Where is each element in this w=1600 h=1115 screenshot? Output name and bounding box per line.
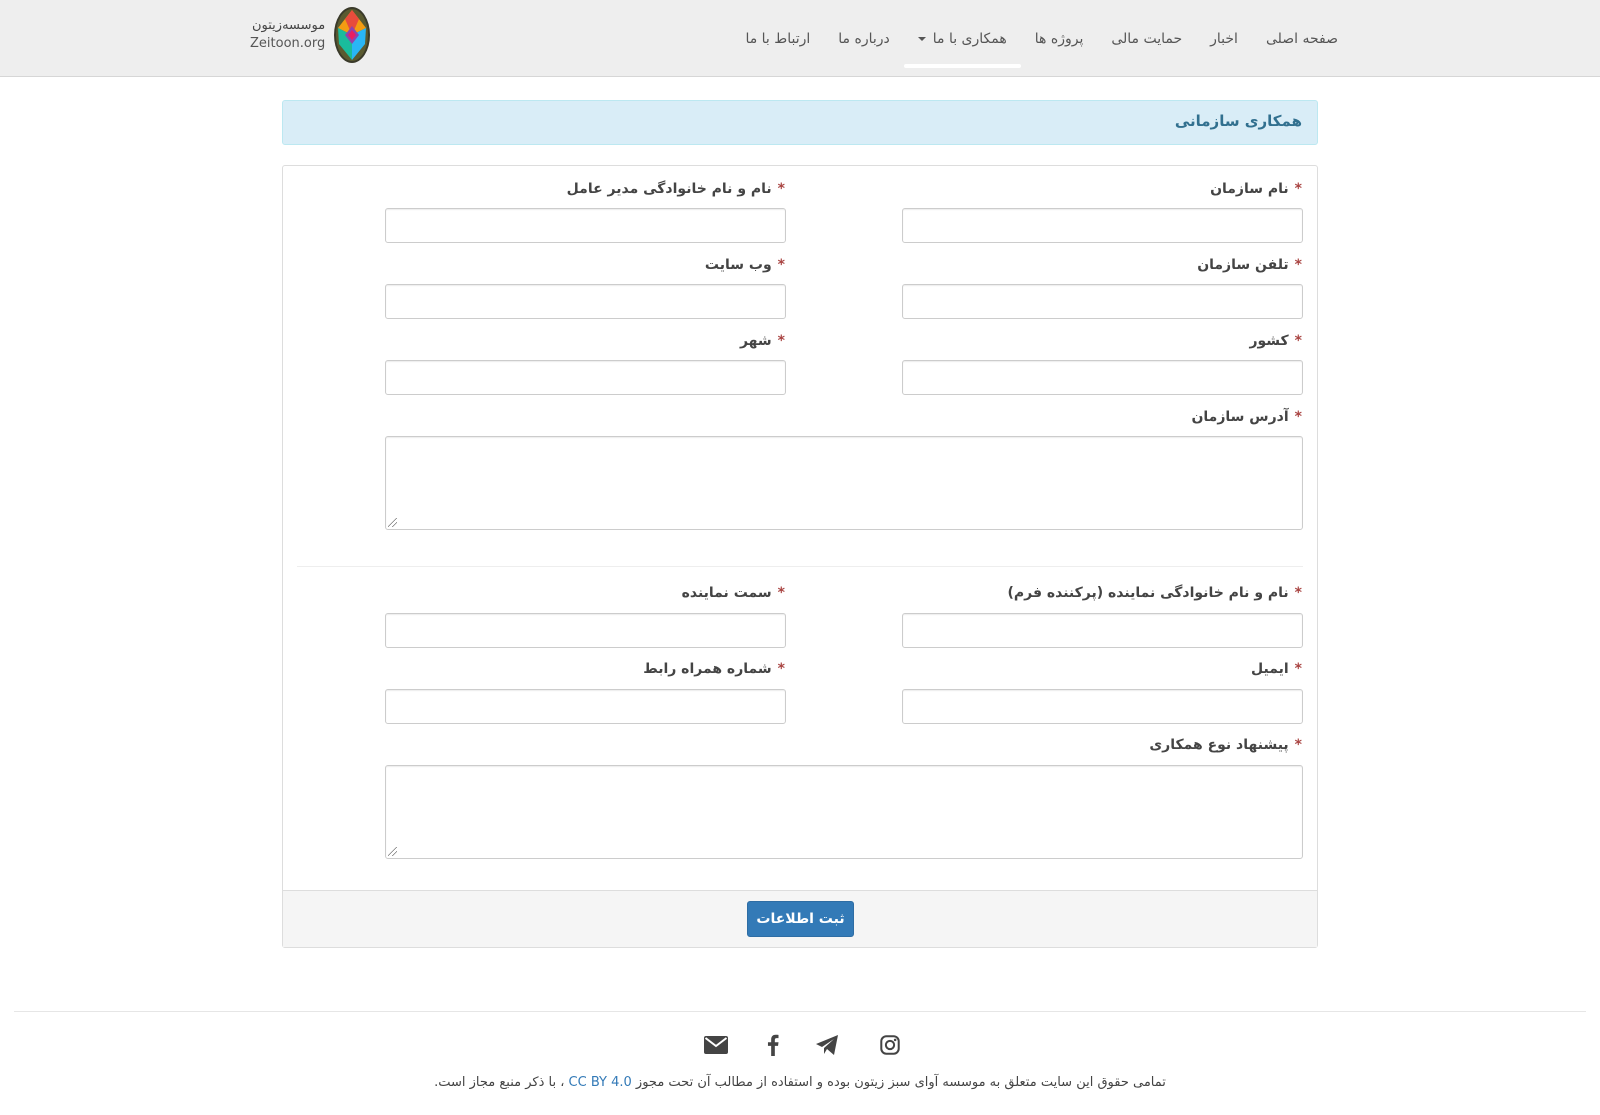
- org-phone-label: [1197, 257, 1302, 273]
- brand-domain: Zeitoon.org: [250, 36, 326, 51]
- nav-news-label: اخبار: [1210, 30, 1238, 47]
- nav-contact[interactable]: [731, 0, 824, 77]
- instagram-icon[interactable]: [875, 1030, 905, 1060]
- copyright-after: ، با ذکر منبع مجاز است.: [434, 1075, 569, 1090]
- navbar: [0, 0, 1600, 77]
- nav-contact-label: ارتباط با ما: [745, 30, 811, 47]
- required-mark: *: [777, 257, 785, 273]
- org-name-label: [1210, 181, 1302, 197]
- form-footer: [283, 890, 1317, 947]
- country-label: [1249, 333, 1302, 349]
- submit-button[interactable]: ثبت اطلاعات: [747, 901, 854, 937]
- facebook-icon[interactable]: [758, 1030, 788, 1060]
- rep-position-input[interactable]: [385, 613, 786, 648]
- required-mark: *: [777, 333, 785, 349]
- resize-handle-icon[interactable]: [388, 518, 397, 527]
- ceo-name-label-text: نام و نام خانوادگی مدیر عامل: [566, 181, 772, 197]
- nav-donate-label: حمایت مالی: [1111, 30, 1183, 47]
- required-mark: *: [1294, 661, 1302, 677]
- website-label-text: وب سایت: [704, 257, 772, 273]
- proposal-textarea[interactable]: [385, 765, 1303, 859]
- nav-about-label: درباره ما: [838, 30, 890, 47]
- nav-projects-label: پروژه ها: [1034, 30, 1084, 47]
- copyright-before: تمامی حقوق این سایت متعلق به موسسه آوای سبز زیتون بوده و استفاده از مطالب آن تحت مجوز: [631, 1075, 1166, 1090]
- footer-divider: [14, 1011, 1586, 1012]
- nav-donate[interactable]: [1097, 0, 1196, 77]
- zeitoon-logo-icon: [333, 6, 371, 64]
- rep-position-label-text: سمت نماینده: [681, 585, 772, 601]
- required-mark: *: [1294, 333, 1302, 349]
- org-name-input[interactable]: [902, 208, 1303, 243]
- required-mark: *: [1294, 737, 1302, 753]
- nav-cooperate-dropdown[interactable]: [904, 0, 1021, 77]
- ceo-name-label: [567, 181, 785, 197]
- brand-text: [250, 17, 325, 53]
- cooperation-form: [282, 165, 1318, 948]
- city-label: [740, 333, 785, 349]
- main-nav: [731, 0, 1352, 77]
- website-input[interactable]: [385, 284, 786, 319]
- page-heading-box: [282, 100, 1318, 145]
- org-address-textarea[interactable]: [385, 436, 1303, 530]
- nav-about[interactable]: [824, 0, 903, 77]
- brand-name: موسسه‌زیتون: [251, 18, 326, 33]
- country-input[interactable]: [902, 360, 1303, 395]
- required-mark: *: [777, 585, 785, 601]
- copyright-text: [0, 1075, 1600, 1090]
- required-mark: *: [1294, 409, 1302, 425]
- contact-mobile-input[interactable]: [385, 689, 786, 724]
- ceo-name-input[interactable]: [385, 208, 786, 243]
- license-link[interactable]: CC BY 4.0: [568, 1075, 632, 1090]
- telegram-icon[interactable]: [812, 1030, 842, 1060]
- org-phone-label-text: تلفن سازمان: [1197, 257, 1289, 273]
- nav-news[interactable]: [1196, 0, 1252, 77]
- email-label-text: ایمیل: [1251, 661, 1289, 677]
- nav-home-label: صفحه اصلی: [1265, 30, 1338, 47]
- proposal-label-text: پیشنهاد نوع همکاری: [1149, 737, 1289, 753]
- contact-mobile-label: [643, 661, 785, 677]
- nav-cooperate-label: همکاری با ما: [932, 30, 1007, 47]
- nav-projects[interactable]: [1021, 0, 1098, 77]
- nav-home[interactable]: [1252, 0, 1352, 77]
- org-name-label-text: نام سازمان: [1210, 181, 1289, 197]
- resize-handle-icon[interactable]: [388, 847, 397, 856]
- contact-mobile-label-text: شماره همراه رابط: [643, 661, 772, 677]
- country-label-text: کشور: [1249, 333, 1289, 349]
- rep-position-label: [682, 585, 785, 601]
- required-mark: *: [1294, 585, 1302, 601]
- page-title: همکاری سازمانی: [1174, 112, 1302, 130]
- city-label-text: شهر: [739, 333, 772, 349]
- email-icon[interactable]: [701, 1030, 731, 1060]
- required-mark: *: [777, 661, 785, 677]
- email-input[interactable]: [902, 689, 1303, 724]
- email-label: [1251, 661, 1302, 677]
- required-mark: *: [777, 181, 785, 197]
- proposal-label: [1149, 737, 1302, 753]
- required-mark: *: [1294, 181, 1302, 197]
- org-address-label-text: آدرس سازمان: [1191, 409, 1289, 425]
- brand-link[interactable]: [250, 5, 371, 65]
- form-divider: [297, 566, 1303, 567]
- org-address-label: [1191, 409, 1302, 425]
- rep-name-label-text: نام و نام خانوادگی نماینده (پرکننده فرم): [1007, 585, 1289, 601]
- rep-name-label: [1007, 585, 1302, 601]
- caret-down-icon: [918, 37, 926, 41]
- city-input[interactable]: [385, 360, 786, 395]
- required-mark: *: [1294, 257, 1302, 273]
- rep-name-input[interactable]: [902, 613, 1303, 648]
- org-phone-input[interactable]: [902, 284, 1303, 319]
- website-label: [705, 257, 785, 273]
